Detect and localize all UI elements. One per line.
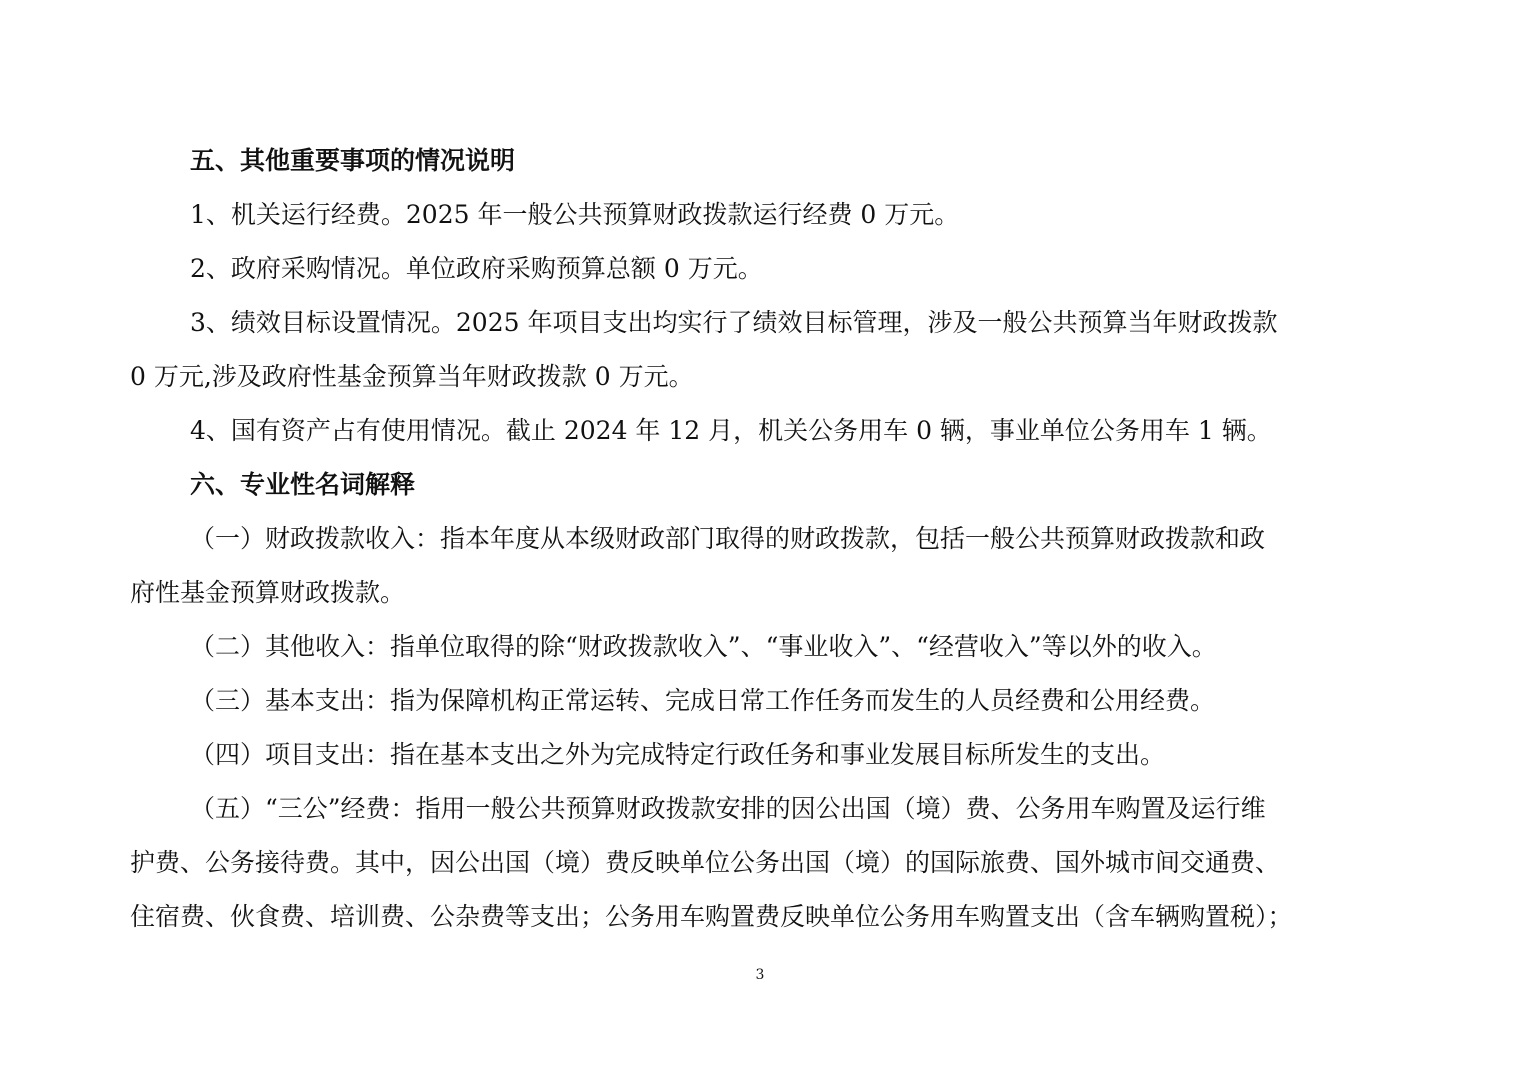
paragraph-operating-funds: 1、机关运行经费。2025 年一般公共预算财政拨款运行经费 0 万元。 xyxy=(190,200,960,229)
paragraph-performance-targets-line2: 0 万元,涉及政府性基金预算当年财政拨款 0 万元。 xyxy=(130,362,694,391)
paragraph-government-procurement: 2、政府采购情况。单位政府采购预算总额 0 万元。 xyxy=(190,254,763,283)
definition-three-public-funds-line1: （五）“三公”经费：指用一般公共预算财政拨款安排的因公出国（境）费、公务用车购置及运行维 xyxy=(190,794,1266,823)
page-number: 3 xyxy=(755,967,765,983)
definition-fiscal-appropriation-line1: （一）财政拨款收入：指本年度从本级财政部门取得的财政拨款，包括一般公共预算财政拨款和政 xyxy=(190,524,1266,553)
paragraph-state-assets: 4、国有资产占有使用情况。截止 2024 年 12 月，机关公务用车 0 辆，事业单位公务用车 1 辆。 xyxy=(190,416,1272,445)
definition-fiscal-appropriation-line2: 府性基金预算财政拨款。 xyxy=(130,578,406,607)
paragraph-performance-targets-line1: 3、绩效目标设置情况。2025 年项目支出均实行了绩效目标管理，涉及一般公共预算当年财政拨款 xyxy=(190,308,1278,337)
definition-other-income: （二）其他收入：指单位取得的除“财政拨款收入”、“事业收入”、“经营收入”等以外的收入。 xyxy=(190,632,1217,661)
definition-basic-expenditure: （三）基本支出：指为保障机构正常运转、完成日常工作任务而发生的人员经费和公用经费。 xyxy=(190,686,1216,715)
definition-three-public-funds-line2: 护费、公务接待费。其中，因公出国（境）费反映单位公务出国（境）的国际旅费、国外城市间交通费、 xyxy=(130,848,1281,877)
section-heading-terminology: 六、专业性名词解释 xyxy=(190,470,416,499)
section-heading-other-matters: 五、其他重要事项的情况说明 xyxy=(190,146,516,175)
definition-project-expenditure: （四）项目支出：指在基本支出之外为完成特定行政任务和事业发展目标所发生的支出。 xyxy=(190,740,1166,769)
definition-three-public-funds-line3: 住宿费、伙食费、培训费、公杂费等支出；公务用车购置费反映单位公务用车购置支出（含车辆购置税）； xyxy=(130,902,1293,931)
